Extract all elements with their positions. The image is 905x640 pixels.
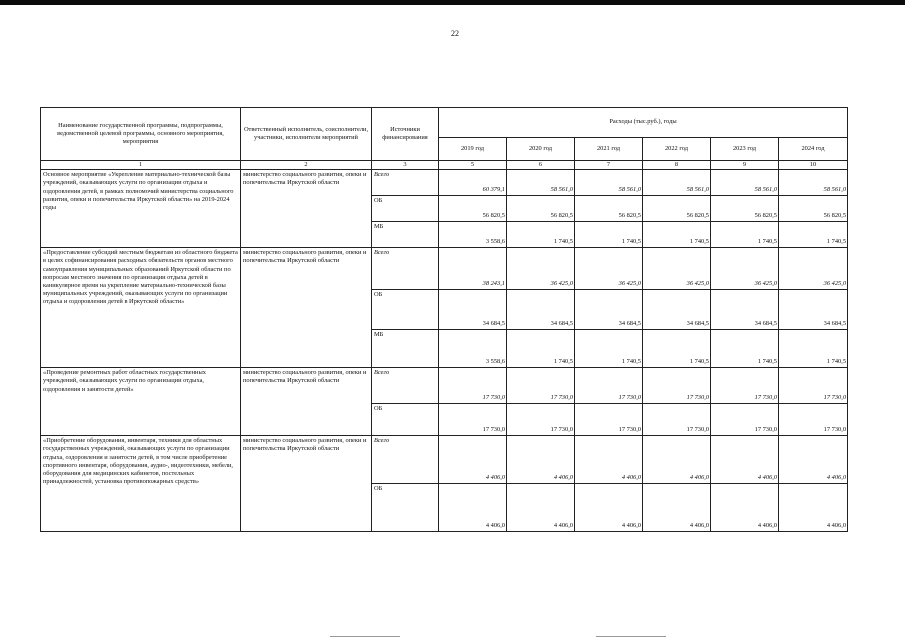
column-number: 2 <box>241 161 372 170</box>
expense-value: 38 243,1 <box>439 248 507 290</box>
header-source: Источники финансирования <box>372 108 439 161</box>
funding-source: ОБ <box>372 290 439 330</box>
expense-value: 4 406,0 <box>643 436 711 484</box>
header-expenses: Расходы (тыс.руб.), годы <box>439 108 848 138</box>
expense-value: 56 820,5 <box>643 196 711 222</box>
expense-value: 17 730,0 <box>711 368 779 404</box>
expense-value: 56 820,5 <box>507 196 575 222</box>
column-number: 9 <box>711 161 779 170</box>
funding-source: ОБ <box>372 196 439 222</box>
expense-value: 1 740,5 <box>779 222 848 248</box>
table-row <box>41 368 848 404</box>
expense-value: 60 379,1 <box>439 170 507 196</box>
expense-value: 1 740,5 <box>575 330 643 368</box>
responsible-executor: министерство социального развития, опеки и попечительства Иркутской области <box>241 248 372 368</box>
expense-value: 34 684,5 <box>711 290 779 330</box>
expense-value: 4 406,0 <box>643 484 711 532</box>
header-responsible: Ответственный исполнитель, соисполнители, участники, исполнители мероприятий <box>241 108 372 161</box>
column-number: 3 <box>372 161 439 170</box>
table-row <box>41 248 848 290</box>
expense-value: 17 730,0 <box>507 368 575 404</box>
expense-value: 36 425,0 <box>711 248 779 290</box>
expense-value: 1 740,5 <box>711 330 779 368</box>
expense-value: 17 730,0 <box>779 368 848 404</box>
funding-source: Всего <box>372 248 439 290</box>
header-year: 2022 год <box>643 138 711 161</box>
table-row <box>41 436 848 484</box>
expense-value: 3 558,6 <box>439 222 507 248</box>
expense-value: 1 740,5 <box>507 330 575 368</box>
expense-value: 4 406,0 <box>439 436 507 484</box>
top-border <box>0 0 905 5</box>
funding-source: Всего <box>372 170 439 196</box>
expense-value: 17 730,0 <box>779 404 848 436</box>
expense-value: 17 730,0 <box>507 404 575 436</box>
expense-value: 4 406,0 <box>711 436 779 484</box>
expense-value: 4 406,0 <box>507 484 575 532</box>
expense-value: 3 558,6 <box>439 330 507 368</box>
expense-value: 1 740,5 <box>711 222 779 248</box>
column-number: 8 <box>643 161 711 170</box>
activity-name: «Проведение ремонтных работ областных государственных учреждений, оказывающих услуги по организации отдыха, оздоровления и занятости детей» <box>41 368 241 436</box>
expense-value: 17 730,0 <box>643 404 711 436</box>
expense-value: 36 425,0 <box>643 248 711 290</box>
column-number: 7 <box>575 161 643 170</box>
expense-value: 17 730,0 <box>643 368 711 404</box>
expense-value: 34 684,5 <box>507 290 575 330</box>
expense-value: 4 406,0 <box>575 436 643 484</box>
expense-value: 1 740,5 <box>779 330 848 368</box>
expenses-table <box>40 107 848 532</box>
expense-value: 56 820,5 <box>779 196 848 222</box>
expense-value: 56 820,5 <box>575 196 643 222</box>
responsible-executor: министерство социального развития, опеки и попечительства Иркутской области <box>241 170 372 248</box>
expense-value: 36 425,0 <box>779 248 848 290</box>
responsible-executor: министерство социального развития, опеки и попечительства Иркутской области <box>241 436 372 532</box>
expense-value: 36 425,0 <box>507 248 575 290</box>
header-year: 2023 год <box>711 138 779 161</box>
expense-value: 17 730,0 <box>439 404 507 436</box>
column-number: 1 <box>41 161 241 170</box>
activity-name: Основное мероприятие «Укрепление материально-технической базы учреждений, оказывающих услуги по организации отдыха и оздоровления детей, в рамках полномочий министерства социального развития, опеки и попечительства Иркутской области» на 2019-2024 годы <box>41 170 241 248</box>
expense-value: 1 740,5 <box>643 330 711 368</box>
funding-source: Всего <box>372 436 439 484</box>
expense-value: 1 740,5 <box>643 222 711 248</box>
expense-value: 4 406,0 <box>779 436 848 484</box>
expense-value: 58 561,0 <box>575 170 643 196</box>
table-row <box>41 170 848 196</box>
column-number: 5 <box>439 161 507 170</box>
expense-value: 34 684,5 <box>779 290 848 330</box>
activity-name: «Приобретение оборудования, инвентаря, техники для областных государственных учреждений, оказывающих услуги по организации отдыха, оздоровления и занятости детей, в том числе приобретение спортивного инвентаря, оборудования, аудио-, видеотехники, мебели, оборудования для медицинских кабинетов, постельных принадлежностей, установка противопожарных средств» <box>41 436 241 532</box>
funding-source: МБ <box>372 330 439 368</box>
expense-value: 36 425,0 <box>575 248 643 290</box>
expense-value: 58 561,0 <box>507 170 575 196</box>
expense-value: 4 406,0 <box>711 484 779 532</box>
expense-value: 58 561,0 <box>643 170 711 196</box>
expense-value: 56 820,5 <box>439 196 507 222</box>
expense-value: 4 406,0 <box>439 484 507 532</box>
funding-source: Всего <box>372 368 439 404</box>
activity-name: «Предоставление субсидий местным бюджетам из областного бюджета в целях софинансирования расходных обязательств органов местного самоуправления муниципальных образований Иркутской области по вопросам местного значения по организации отдыха детей в каникулярное время на укрепление материально-технической базы муниципальных учреждений, оказывающих услуги по организации отдыха и оздоровления детей в Иркутской области» <box>41 248 241 368</box>
expense-value: 4 406,0 <box>575 484 643 532</box>
funding-source: МБ <box>372 222 439 248</box>
header-year: 2021 год <box>575 138 643 161</box>
column-number: 6 <box>507 161 575 170</box>
header-year: 2019 год <box>439 138 507 161</box>
header-year: 2024 год <box>779 138 848 161</box>
header-name: Наименование государственной программы, подпрограммы, ведомственной целевой программы, основного мероприятия, мероприятия <box>41 108 241 161</box>
page-number: 22 <box>451 29 459 38</box>
expense-value: 17 730,0 <box>575 404 643 436</box>
expense-value: 58 561,0 <box>711 170 779 196</box>
column-number: 10 <box>779 161 848 170</box>
expense-value: 34 684,5 <box>643 290 711 330</box>
expense-value: 17 730,0 <box>575 368 643 404</box>
funding-source: ОБ <box>372 484 439 532</box>
expense-value: 58 561,0 <box>779 170 848 196</box>
expense-value: 4 406,0 <box>779 484 848 532</box>
expense-value: 4 406,0 <box>507 436 575 484</box>
expense-value: 17 730,0 <box>439 368 507 404</box>
expense-value: 1 740,5 <box>575 222 643 248</box>
responsible-executor: министерство социального развития, опеки и попечительства Иркутской области <box>241 368 372 436</box>
expense-value: 1 740,5 <box>507 222 575 248</box>
funding-source: ОБ <box>372 404 439 436</box>
expense-value: 56 820,5 <box>711 196 779 222</box>
expense-value: 34 684,5 <box>575 290 643 330</box>
header-year: 2020 год <box>507 138 575 161</box>
expense-value: 17 730,0 <box>711 404 779 436</box>
expense-value: 34 684,5 <box>439 290 507 330</box>
